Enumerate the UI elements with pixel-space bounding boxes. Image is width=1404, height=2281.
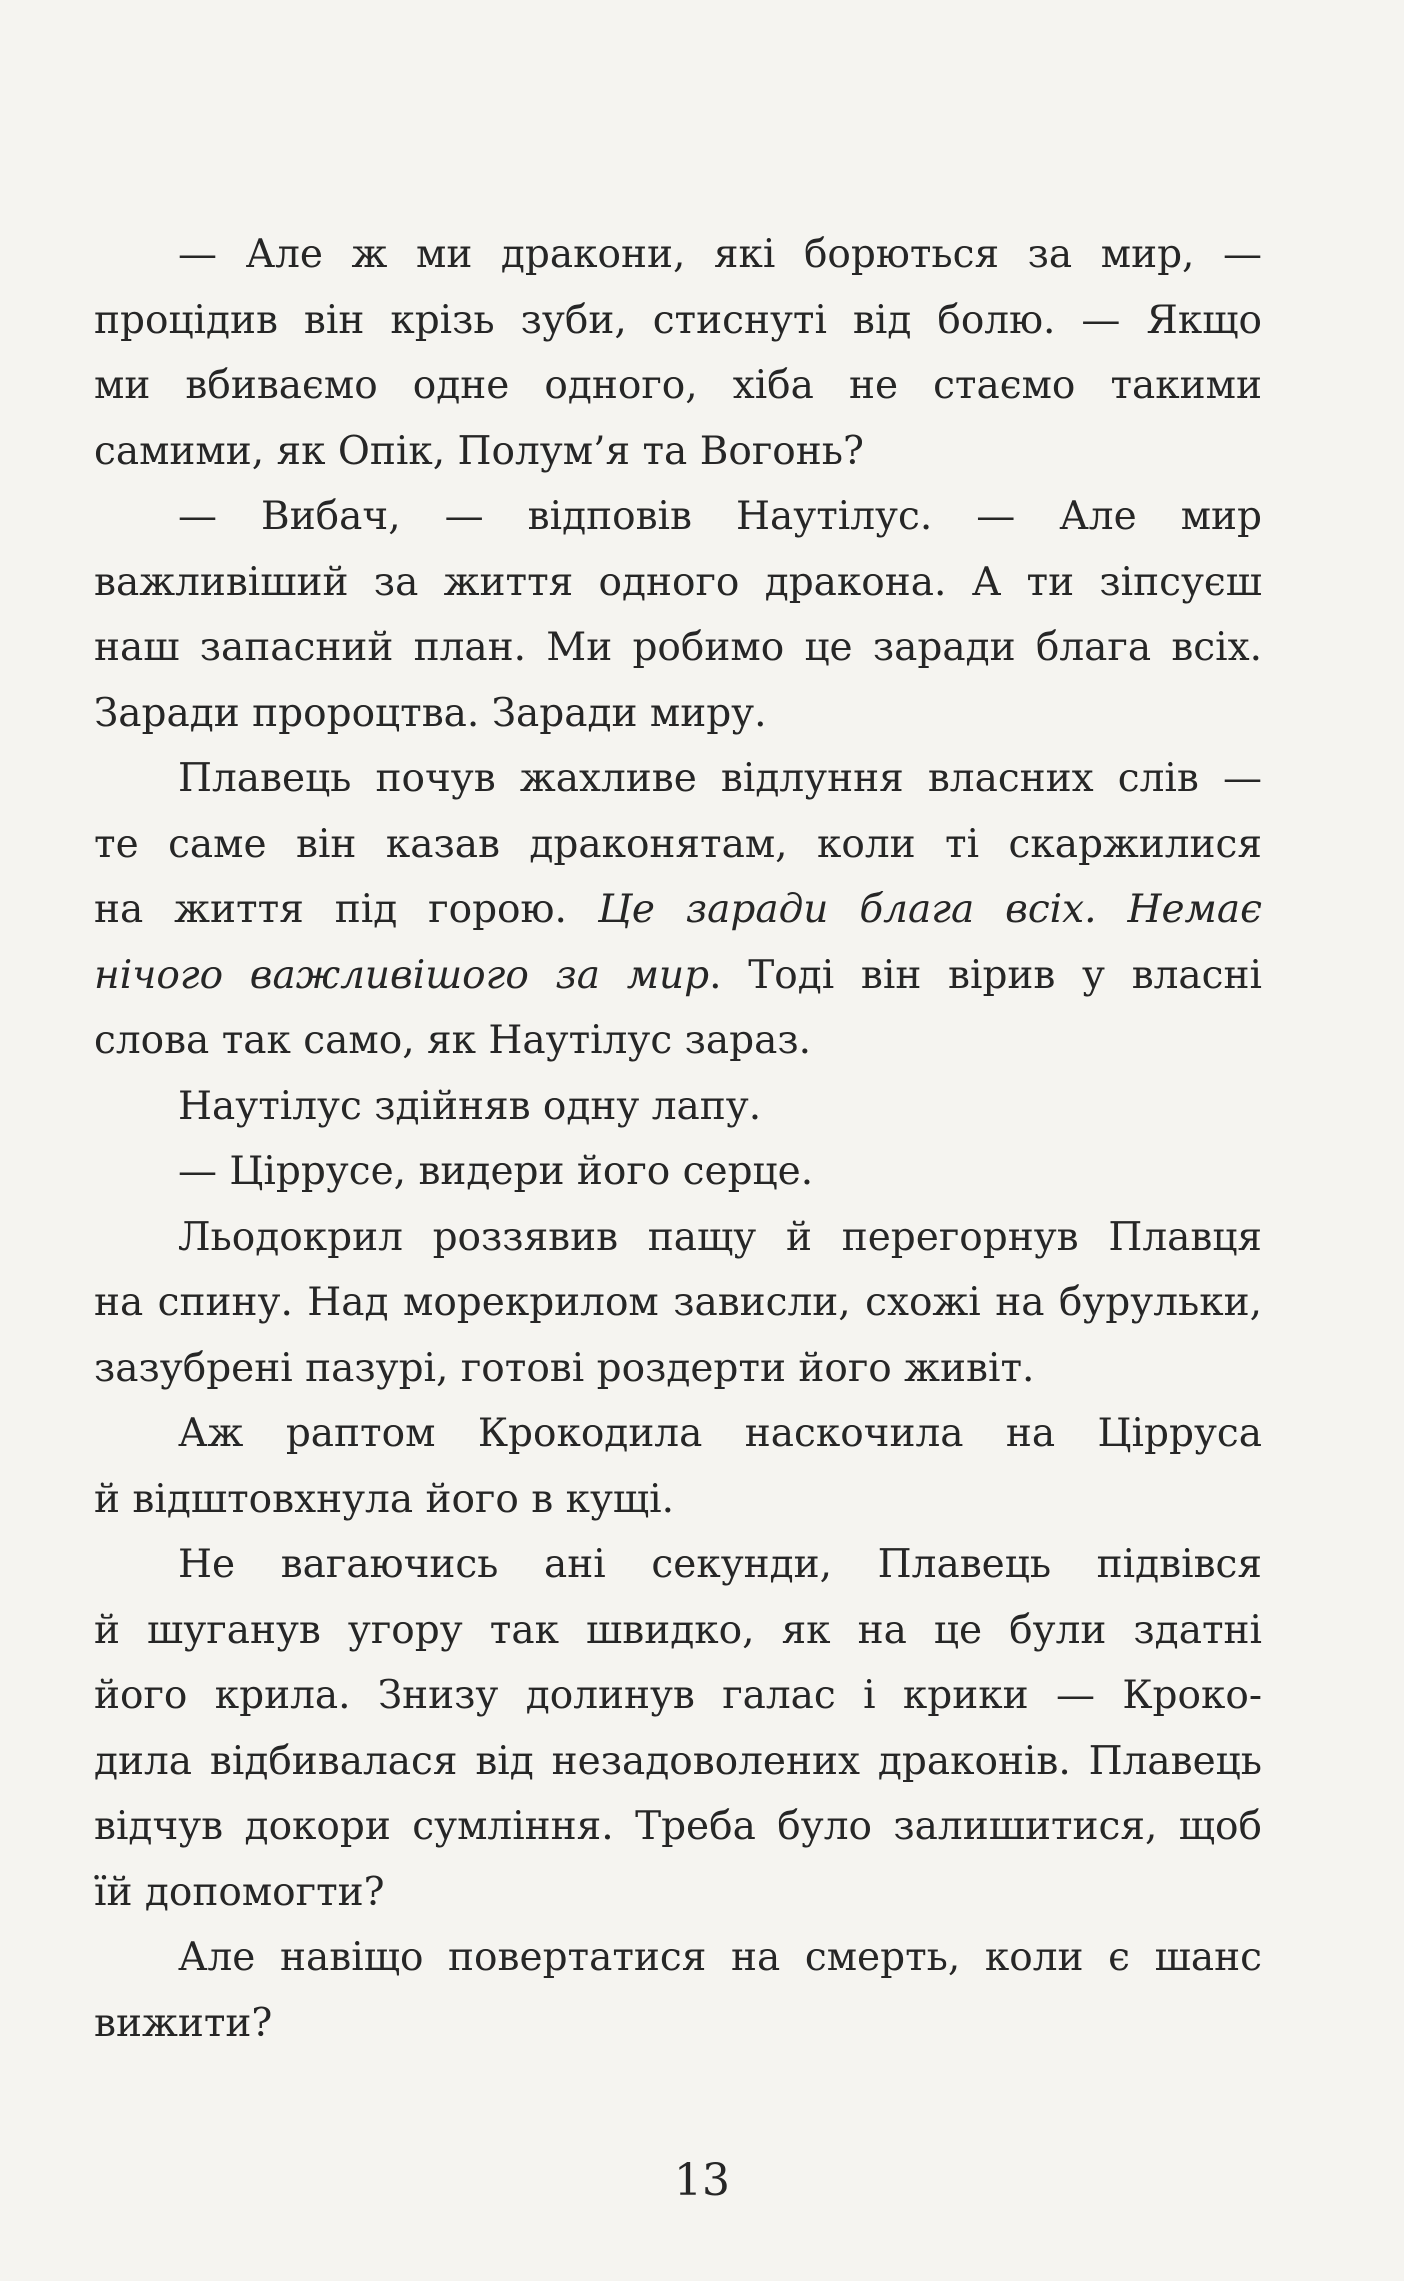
text-line: наш запасний план. Ми робимо це заради блага всіх.: [94, 625, 1262, 670]
text-line: зазубрені пазурі, готові роздерти його живіт.: [94, 1345, 1035, 1391]
paragraph: [94, 222, 1262, 484]
text-line: — Але ж ми дракони, які борються за мир, —: [178, 232, 1262, 277]
paragraph: [94, 484, 1262, 746]
text-line: дила відбивалася від незадоволених драконів. Плавець: [94, 1738, 1262, 1784]
text-line: вижити?: [94, 2000, 273, 2046]
paragraph: [94, 1139, 1262, 1205]
text-line: самими, як Опік, Полум’я та Вогонь?: [94, 428, 864, 474]
body-text: [94, 222, 1262, 2056]
text-line: слова так само, як Наутілус зараз.: [94, 1018, 812, 1063]
text-line: Наутілус здійняв одну лапу.: [178, 1083, 762, 1129]
text-line: Льодокрил роззявив пащу й перегорнув Плавця: [178, 1214, 1262, 1260]
text-line: важливіший за життя одного дракона. А ти зіпсуєш: [94, 559, 1262, 605]
paragraph: [94, 746, 1262, 1074]
text-line: й шуганув угору так швидко, як на це були здатні: [94, 1607, 1262, 1653]
paragraph: [94, 1074, 1262, 1140]
text-line: їй допомогти?: [94, 1869, 385, 1915]
text-line: процідив він крізь зуби, стиснуті від болю. — Якщо: [94, 297, 1262, 343]
italic-text: нічого важливішого за мир: [94, 952, 710, 998]
text-line: [94, 877, 1262, 943]
text-line: — Вибач, — відповів Наутілус. — Але мир: [178, 494, 1262, 539]
paragraph: [94, 1532, 1262, 1925]
text-line: — Ціррусе, видери його серце.: [178, 1149, 814, 1194]
paragraph: [94, 1205, 1262, 1402]
text-fragment: . Тоді він вірив у власні: [709, 952, 1262, 998]
paragraph: [94, 1925, 1262, 2056]
text-line: відчув докори сумління. Треба було залишитися, щоб: [94, 1804, 1262, 1849]
text-line: те саме він казав драконятам, коли ті скаржилися: [94, 821, 1262, 867]
text-line: його крила. Знизу долинув галас і крики — Кроко-: [94, 1673, 1262, 1718]
text-line: Аж раптом Крокодила наскочила на Цірруса: [178, 1411, 1262, 1456]
paragraph: [94, 1401, 1262, 1532]
text-line: Не вагаючись ані секунди, Плавець підвівся: [178, 1542, 1262, 1587]
text-line: Плавець почув жахливе відлуння власних слів —: [178, 756, 1262, 801]
text-line: Але навіщо повертатися на смерть, коли є шанс: [178, 1935, 1262, 1980]
page-number: 13: [674, 2155, 730, 2206]
text-line: на спину. Над морекрилом зависли, схожі на бурульки,: [94, 1280, 1262, 1325]
text-line: [94, 943, 1262, 1009]
text-line: ми вбиваємо одне одного, хіба не стаємо такими: [94, 363, 1262, 408]
text-line: Заради пророцтва. Заради миру.: [94, 690, 767, 736]
text-fragment: на життя під горою.: [94, 887, 567, 932]
text-line: й відштовхнула його в кущі.: [94, 1476, 675, 1522]
italic-text: Це заради блага всіх. Немає: [597, 887, 1262, 932]
